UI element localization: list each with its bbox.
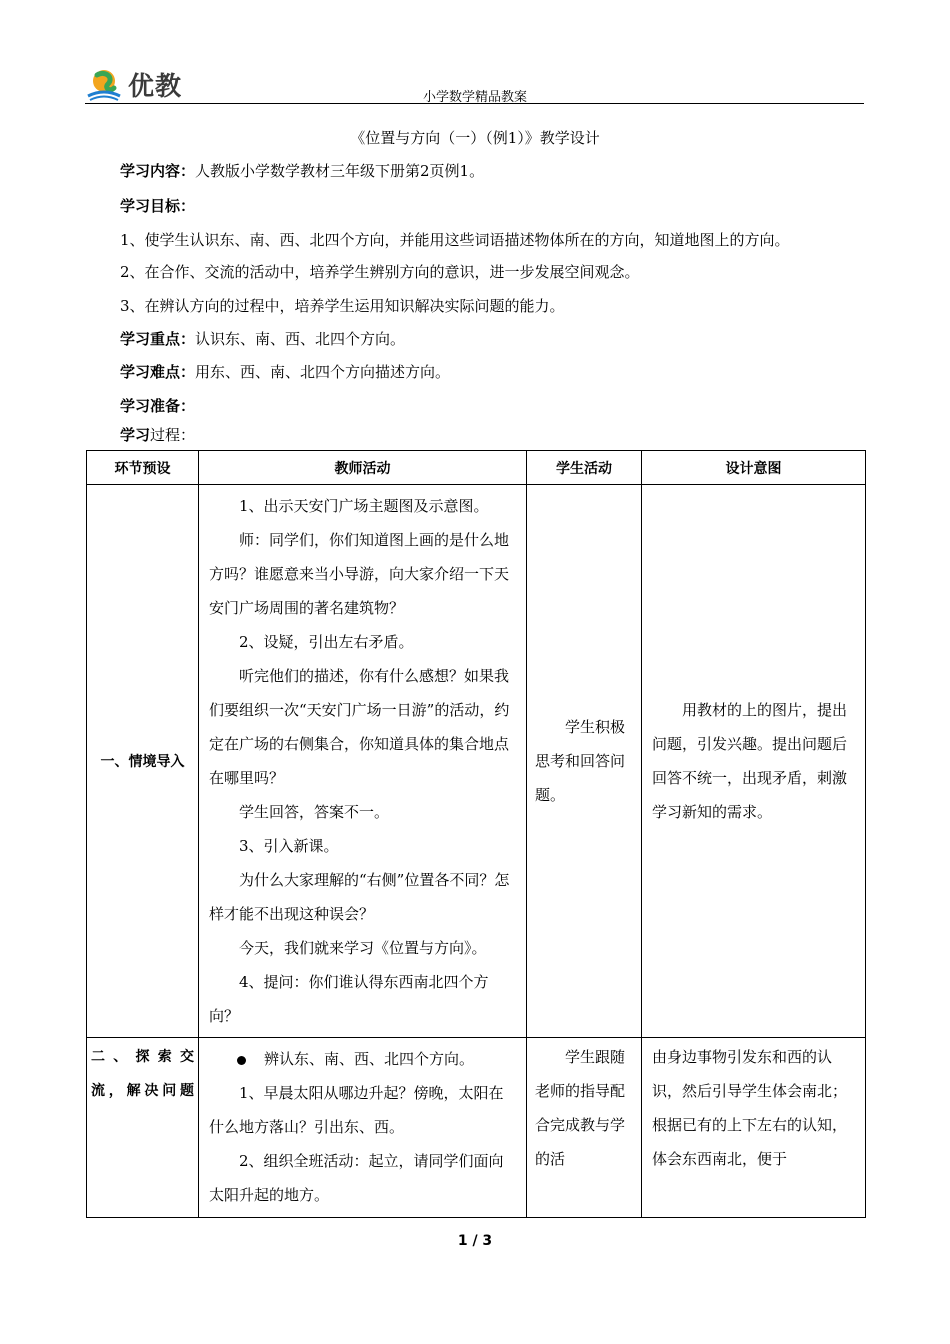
prep-line [120,395,195,416]
content-line [120,160,484,181]
header-rule [85,103,864,104]
student-text: 学生积极思考和回答问题。 [535,718,626,804]
key-line [120,328,405,349]
teacher-para: 1、出示天安门广场主题图及示意图。 [239,497,489,515]
table-header-row [87,451,866,485]
objective-1: 1、使学生认识东、南、西、北四个方向，并能用这些词语描述物体所在的方向，知道地图上的方向。 [120,231,790,249]
design-text: 用教材的上的图片，提出问题，引发兴趣。提出问题后回答不统一，出现矛盾，刺激学习新知的需求。 [652,701,848,821]
prep-label: 学习准备： [120,397,196,415]
teacher-para: 3、引入新课。 [239,837,339,855]
objective-2: 2、在合作、交流的活动中，培养学生辨别方向的意识，进一步发展空间观念。 [120,263,640,281]
table-row [87,1038,866,1218]
design-cell [642,485,866,1038]
stage-cell [87,1038,199,1218]
teacher-para: 今天，我们就来学习《位置与方向》。 [239,939,487,957]
teacher-bullet: 辨认东、南、西、北四个方向。 [209,1042,518,1076]
lesson-table [86,450,866,1218]
difficulty-line [120,361,450,382]
key-label: 学习重点： [120,330,196,348]
teacher-para: 1、早晨太阳从哪边升起？傍晚，太阳在什么地方落山？引出东、西。 [209,1084,504,1136]
design-cell [642,1038,866,1218]
stage-line: 流，解决问题 [91,1083,194,1099]
col-header-design: 设计意图 [642,451,866,485]
student-cell [527,485,642,1038]
teacher-cell [199,1038,527,1218]
col-header-stage: 环节预设 [87,451,199,485]
student-text: 学生跟随老师的指导配合完成教与学的活 [535,1048,626,1168]
table-row [87,485,866,1038]
content-label: 学习内容： [120,162,196,180]
teacher-cell [199,485,527,1038]
teacher-para: 2、组织全班活动：起立，请同学们面向太阳升起的地方。 [209,1152,504,1204]
stage-line: 二、探索交 [91,1049,194,1065]
process-line: 学习过程： [120,426,196,444]
col-header-teacher: 教师活动 [199,451,527,485]
design-text: 由身边事物引发东和西的认识，然后引导学生体会南北；根据已有的上下左右的认知，体会东西南北，便于 [652,1048,848,1168]
objective-3: 3、在辨认方向的过程中，培养学生运用知识解决实际问题的能力。 [120,297,565,315]
teacher-para: 学生回答，答案不一。 [239,803,390,821]
objectives-label: 学习目标： [120,197,196,215]
teacher-para: 为什么大家理解的“右侧”位置各不同？怎样才能不出现这种误会？ [209,871,510,923]
difficulty-text: 用东、西、南、北四个方向描述方向。 [195,363,451,381]
content-text: 人教版小学数学教材三年级下册第2页例1。 [195,162,485,180]
logo-text: 优教 [128,71,183,102]
teacher-para: 4、提问：你们谁认得东西南北四个方向？ [209,973,489,1025]
bullet-icon [237,1056,246,1065]
stage-cell: 一、情境导入 [87,485,199,1038]
header-title: 小学数学精品教案 [422,90,527,105]
difficulty-label: 学习难点： [120,363,196,381]
teacher-para: 师：同学们，你们知道图上画的是什么地方吗？谁愿意来当小导游，向大家介绍一下天安门广场周围的著名建筑物？ [209,531,510,617]
teacher-para: 听完他们的描述，你有什么感想？如果我们要组织一次“天安门广场一日游”的活动，约定在广场的右侧集合，你知道具体的集合地点在哪里吗？ [209,667,510,787]
key-text: 认识东、南、西、北四个方向。 [195,330,406,348]
document-title: 《位置与方向（一）（例1）》教学设计 [350,129,600,147]
student-cell [527,1038,642,1218]
page-number: 1 / 3 [457,1233,493,1249]
teacher-para: 2、设疑，引出左右矛盾。 [239,633,414,651]
col-header-student: 学生活动 [527,451,642,485]
